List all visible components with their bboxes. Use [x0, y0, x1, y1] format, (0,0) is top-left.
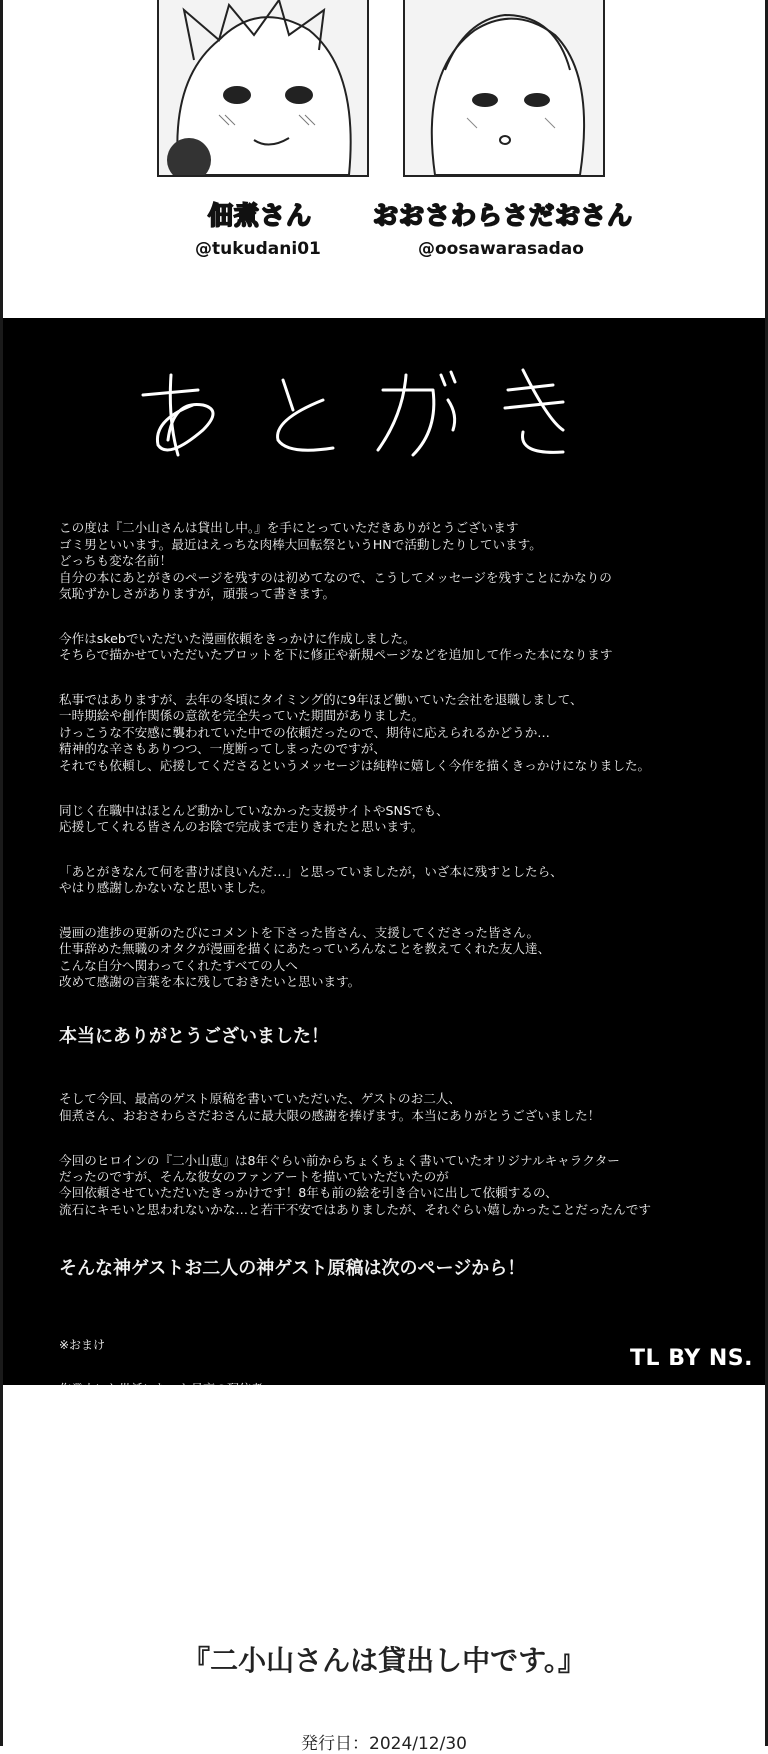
- afterword-paragraph: 私事ではありますが、去年の冬頃にタイミング的に9年ほど働いていた会社を退職しまして、 一時期絵や創作関係の意欲を完全失っていた期間がありました。 けっこうな不安感に襲われていた中での依頼だったので、期待に応えられるかどうか… 精神的な辛さもありつつ、一度断ってしまったのですが、 それでも依頼し、応援してくださるというメッセージは純粋に嬉しく今作を描くきっかけになりました。: [59, 692, 651, 773]
- afterword-paragraph: この度は『二小山さんは貸出し中。』を手にとっていただきありがとうございます ゴミ男といいます。最近はえっちな肉棒大回転祭というHNで活動したりしています。 どっちも変な名前！ 自分の本にあとがきのページを残すのは初めてなので、こうしてメッセージを残すことにかなりの 気恥ずかしさがありますが，頑張って書きます。: [59, 520, 612, 602]
- guest-portrait-left: [157, 0, 369, 177]
- afterword-panel: [3, 318, 765, 1385]
- afterword-paragraph: 今回のヒロインの『二小山恵』は8年ぐらい前からちょくちょく書いていたオリジナルキャラクター だったのですが、そんな彼女のファンアートを描いていただいたのが 今回依頼させていただいたきっかけです！8年も前の絵を引き合いに出して依頼するの、 流石にキモいと思われないかな…と若干不安ではありましたが、それぐらい嬉しかったことだったんです: [59, 1152, 651, 1217]
- guest-artists-section: [3, 0, 765, 318]
- afterword-paragraph: 今作はskebでいただいた漫画依頼をきっかけに作成しました。 そちらで描かせていただいたプロットを下に修正や新規ページなどを追加して作った本になります: [59, 630, 613, 663]
- thanks-line: 本当にありがとうございました！: [59, 1025, 329, 1047]
- afterword-title-text: [123, 360, 127, 361]
- afterword-paragraph: 「あとがきなんて何を書けば良いんだ…」と思っていましたが，いざ本に残すとしたら、 やはり感謝しかないなと思いました。: [59, 863, 563, 896]
- guest-name-left: 佃煮さん: [208, 201, 313, 230]
- colophon-section: [3, 1385, 765, 1754]
- bonus-label: ※おまけ: [59, 1338, 106, 1353]
- guest-portrait-right: [403, 0, 605, 177]
- guest-handle-right: @oosawarasadao: [418, 239, 584, 259]
- handwritten-title-graphic: [123, 360, 603, 460]
- manga-portrait-illustration: [159, 0, 367, 175]
- translator-credit: TL BY NS.: [630, 1346, 753, 1371]
- guest-name-right: おおさわらさだおさん: [373, 201, 634, 230]
- afterword-title: [123, 360, 603, 460]
- manga-portrait-illustration: [405, 0, 603, 175]
- guest-handle-left: @tukudani01: [195, 239, 321, 259]
- book-title: 『二小山さんは貸出し中です。』: [182, 1644, 586, 1677]
- publish-date: 発行日：2024/12/30: [301, 1734, 467, 1754]
- afterword-paragraph: 同じく在職中はほとんど動かしていなかった支援サイトやSNSでも、 応援してくれる皆さんのお陰で完成まで走りきれたと思います。: [59, 802, 449, 834]
- guest-announcement: そんな神ゲストお二人の神ゲスト原稿は次のページから！: [59, 1257, 526, 1279]
- afterword-paragraph: 漫画の進捗の更新のたびにコメントを下さった皆さん、支援してくださった皆さん。 仕事辞めた無職のオタクが漫画を描くにあたっていろんなことを教えてくれた友人達、 こんな自分へ関わってくれたすべての人へ 改めて感謝の言葉を本に残しておきたいと思います。: [59, 924, 551, 990]
- afterword-paragraph: そして今回、最高のゲスト原稿を書いていただいた、ゲストのお二人、 佃煮さん、おおさわらさだおさんに最大限の感謝を捧げます。本当にありがとうございました！: [59, 1091, 601, 1123]
